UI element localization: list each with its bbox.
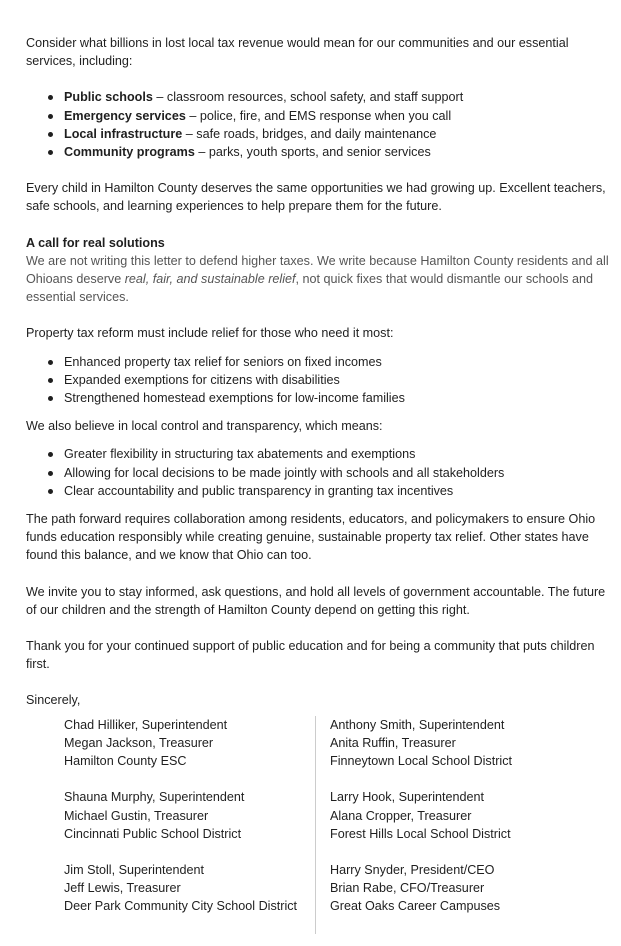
- services-list: [26, 88, 611, 161]
- list-item: Allowing for local decisions to be made jointly with schools and all stakeholders: [64, 464, 611, 482]
- list-item: Greater flexibility in structuring tax abatements and exemptions: [64, 445, 611, 463]
- signatory-block: Larry Hook, Superintendent Alana Cropper, Treasurer Forest Hills Local School District: [330, 790, 511, 841]
- signatories: [26, 716, 611, 934]
- thanks-paragraph: Thank you for your continued support of public education and for being a community that puts children first.: [26, 639, 595, 672]
- control-intro: We also believe in local control and transparency, which means:: [26, 419, 383, 434]
- signatory-block: Harry Snyder, President/CEO Brian Rabe, CFO/Treasurer Great Oaks Career Campuses: [330, 862, 501, 914]
- signatory-block: Shauna Murphy, Superintendent Michael Gustin, Treasurer Cincinnati Public School District: [64, 790, 245, 841]
- path-forward-paragraph: The path forward requires collaboration among residents, educators, and policymakers to ensure Ohio funds education responsibly while creating genuine, sustainable property tax relief. Other states have found this balance, and we know that Ohio can too.: [26, 512, 596, 563]
- closing: Sincerely,: [26, 693, 81, 708]
- reform-intro: Property tax reform must include relief for those who need it most:: [26, 326, 394, 341]
- signatories-left: [64, 716, 315, 934]
- control-list: [26, 445, 611, 500]
- every-child-paragraph: Every child in Hamilton County deserves the same opportunities we had growing up. Excellent teachers, safe schools, and learning experiences to help prepare them for the future.: [26, 181, 606, 214]
- list-item: Emergency services – police, fire, and EMS response when you call: [64, 107, 611, 125]
- solutions-paragraph: We are not writing this letter to defend higher taxes. We write because Hamilton County residents and all Ohioans deserve real, fair, and sustainable relief, not quick fixes that would dismantle our schools and essential services.: [26, 253, 609, 305]
- list-item: Local infrastructure – safe roads, bridges, and daily maintenance: [64, 125, 611, 143]
- invite-paragraph: We invite you to stay informed, ask questions, and hold all levels of government accountable. The future of our children and the strength of Hamilton County depend on getting this right.: [26, 584, 606, 617]
- list-item: Expanded exemptions for citizens with disabilities: [64, 371, 611, 389]
- list-item: Enhanced property tax relief for seniors on fixed incomes: [64, 353, 611, 371]
- list-item: Strengthened homestead exemptions for low-income families: [64, 389, 611, 407]
- section-heading: A call for real solutions: [26, 235, 165, 250]
- signatories-right: [316, 716, 512, 934]
- list-item: Public schools – classroom resources, school safety, and staff support: [64, 88, 611, 106]
- intro-paragraph: Consider what billions in lost local tax revenue would mean for our communities and our essential services, including:: [26, 36, 569, 69]
- signatory-block: Anthony Smith, Superintendent Anita Ruffin, Treasurer Finneytown Local School District: [330, 717, 512, 769]
- list-item: Community programs – parks, youth sports, and senior services: [64, 143, 611, 161]
- signatory-block: Jim Stoll, Superintendent Jeff Lewis, Treasurer Deer Park Community City School District: [64, 862, 298, 914]
- list-item: Clear accountability and public transparency in granting tax incentives: [64, 482, 611, 500]
- reform-list: [26, 353, 611, 408]
- signatory-block: Chad Hilliker, Superintendent Megan Jackson, Treasurer Hamilton County ESC: [64, 717, 228, 769]
